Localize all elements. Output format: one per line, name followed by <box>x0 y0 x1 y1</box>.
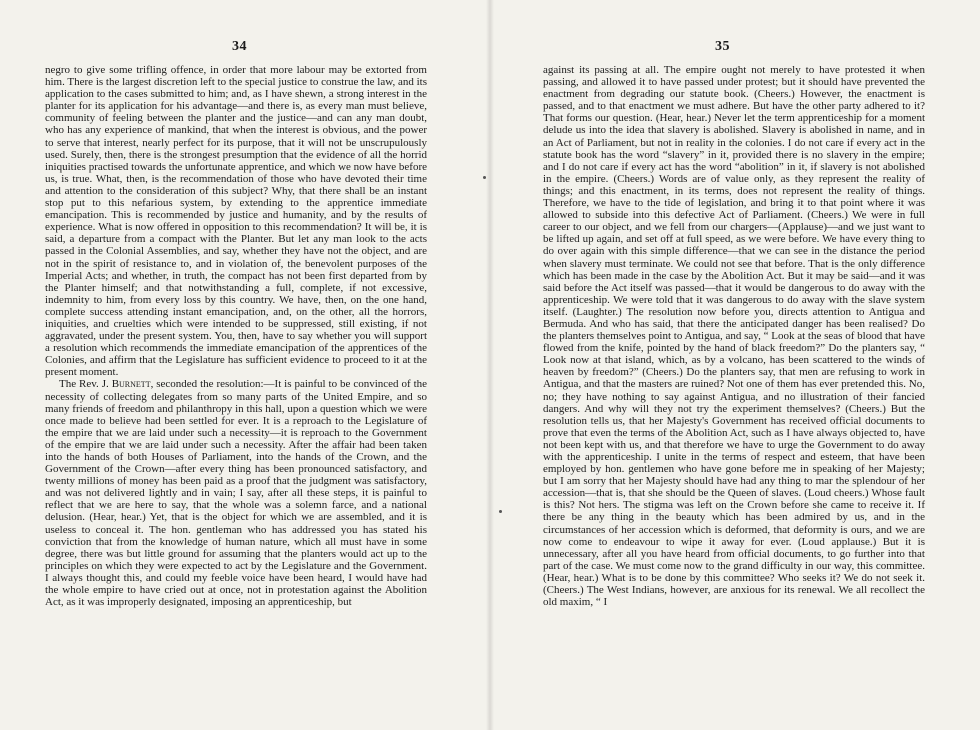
page-number: 35 <box>715 39 730 54</box>
text-column <box>45 64 427 608</box>
paragraph: negro to give some trifling offence, in order that more labour may be extorted from him. There is the largest discretion left to the special justice to construe the law, and its application to the cases submitted to him; and, as I have shewn, a strong interest in the planter for its application for his advantage—and there is, as every man must believe, community of feeling between the planter and the justice—and can any man doubt, who has any experience of mankind, that when the interest is obvious, and the power to serve that interest, nearly perfect for its purpose, that it will not be unscrupulously used. Surely, then, there is the strongest presumption that the evidence of all the horrid iniquities practised towards the unfortunate apprentice, and which we now have before us, is true. What, then, is the recommendation of those who have devoted their time and attention to the consideration of this subject? Why, that there shall be an instant stop put to this nefarious system, by extending to the apprentice immediate emancipation. This is recommended by justice and humanity, and by the results of experience. What is now offered in opposition to this recommendation? It will be, it is said, a departure from a compact with the Planter. But let any man look to the acts passed in the Colonial Assemblies, and say, whether they have not the object, and are not in the spirit of resistance to, and in violation of, the benevolent purposes of the Imperial Acts; and whether, in truth, the compact has not been first departed from by the Planter himself; and that notwithstanding a full, complete, if not excessive, indemnity to him, from every loss by this country. We have, then, on the one hand, complete success attending instant emancipation, and, on the other, all the horrors, iniquities, and cruelties which were intended to be suppressed, still existing, if not aggravated, under the present system. You, then, have to say whether you will support a resolution which recommends the immediate emancipation of the apprentices of the Colonies, and affirm that the Legislature has sufficient evidence to proceed to it at the present moment. <box>45 64 427 379</box>
page-number: 34 <box>232 39 247 54</box>
paragraph: against its passing at all. The empire ought not merely to have protested it when passing, and allowed it to have passed under protest; but it should have prevented the enactment from degrading our statute book. (Cheers.) However, the enactment is passed, and to that enactment we must adhere. But have the other party adhered to it? That forms our question. (Hear, hear.) Never let the term apprenticeship for a moment delude us into the idea that slavery is abolished. Slavery is abolished in name, and in an Act of Parliament, but not in reality in the colonies. I do not care if every act in the statute book has the word “slavery” in it, provided there is no slavery in the empire; and I do not care if every act has the word “abolition” in it, if slavery is not abolished in the empire. (Cheers.) Words are of value only, as they represent the reality of things; and this enactment, in its terms, does not represent the reality of things. Therefore, we have to the tide of legislation, and bring it to that point where it was allowed to subside into this defective Act of Parliament. (Cheers.) We were in full career to our object, and we fell from our chargers—(Applause)—and we just want to be lifted up again, and set off at full speed, as we were before. We have every thing to do over again with this simple difference—that we can see in the distance the period when slavery must terminate. We could not see that before. That is the only difference which has been made in the case by the Abolition Act. But it may be said—and it was said before the Act itself was passed—that it would be dangerous to do away with the apprenticeship. We were told that it was dangerous to do away with the slave system itself. (Laughter.) The resolution now before you, directs attention to Antigua and Bermuda. And who has said, that there the anticipated danger has been realised? Do the planters themselves point to Antigua, and say, “ Look at the seas of blood that have flowed from the knife, pointed by the hand of black freedom?” Do the planters say, “ Look now at that island, which, as by a volcano, has been scattered to the winds of heaven by freedom?” (Cheers.) Do the planters say, that men are refusing to work in Antigua, and that the masters are ruined? Not one of them has ever pretended this. No, no; they have nothing to say against Antigua, and no illustration of their fancied dangers. And why will they not try the experiment themselves? (Cheers.) But the resolution tells us, that her Majesty's Government has received official documents to prove that even the terms of the Abolition Act, such as I have always objected to, have not been kept with us, and that therefore we have to urge the Government to do away with the apprenticeship. I unite in the terms of respect and esteem, that have been employed by hon. gentlemen who have gone before me in speaking of her Majesty; but I am sorry that her Majesty should have had any thing to mar the splendour of her accession—that is, that she should be the Queen of slaves. (Loud cheers.) Whose fault is this? Not hers. The stigma was left on the Crown before she came to receive it. If there be any thing in the beauty which has been admired by us, and in the circumstances of her accession which is deformed, that deformity is ours, and we are now come to endeavour to wipe it away for ever. (Loud applause.) But it is unnecessary, after all you have heard from official documents, to go further into that part of the case. We must come now to the grand difficulty in our way, this committee. (Hear, hear.) What is to be done by this committee? Who seeks it? We do not seek it. (Cheers.) The West Indians, however, are anxious for its renewal. We all recollect the old maxim, “ I <box>543 64 925 609</box>
speech-text: , seconded the resolution:—It is painful to be convinced of the necessity of collecting delegates from so many parts of the United Empire, and so many friends of freedom and philanthropy in this hall, upon a question which we were once made to believe had been settled for ever. It is a reproach to the Legislature of the empire that we are laid under such a necessity—it is reproach to the Government of the empire that we are laid under such a necessity. After the affair had been taken into the hands of both Houses of Parliament, into the hands of the Crown, and the Government of the Crown—after every thing has been pronounced satisfactory, and twenty millions of money has been paid as a proof that the judgment was satisfactory, and was not delivered lightly and in vain; I say, after all these steps, it is painful to reflect that we are here to say, that the whole was a solemn farce, and a national delusion. (Hear, hear.) Yet, that is the object for which we are assembled, and it is useless to conceal it. The hon. gentleman who has addressed you has stated his conviction that from the knowledge of human nature, which all must have in some degree, there was but little ground for assuming that the planters would act up to the principles on which they were expected to act by the Legislature and the Government. I always thought this, and could my feeble voice have been heard, I would have had the whole empire to have cried out at once, not in protestation against the Abolition Act, as it was improperly designated, imposing an apprenticeship, but <box>45 378 428 609</box>
speech-paragraph <box>45 378 427 608</box>
speaker-name: Burnett <box>111 378 151 391</box>
speech-intro: The Rev. J. <box>59 378 109 391</box>
right-page <box>490 0 980 730</box>
page-speck <box>499 510 502 513</box>
text-column <box>543 64 925 608</box>
